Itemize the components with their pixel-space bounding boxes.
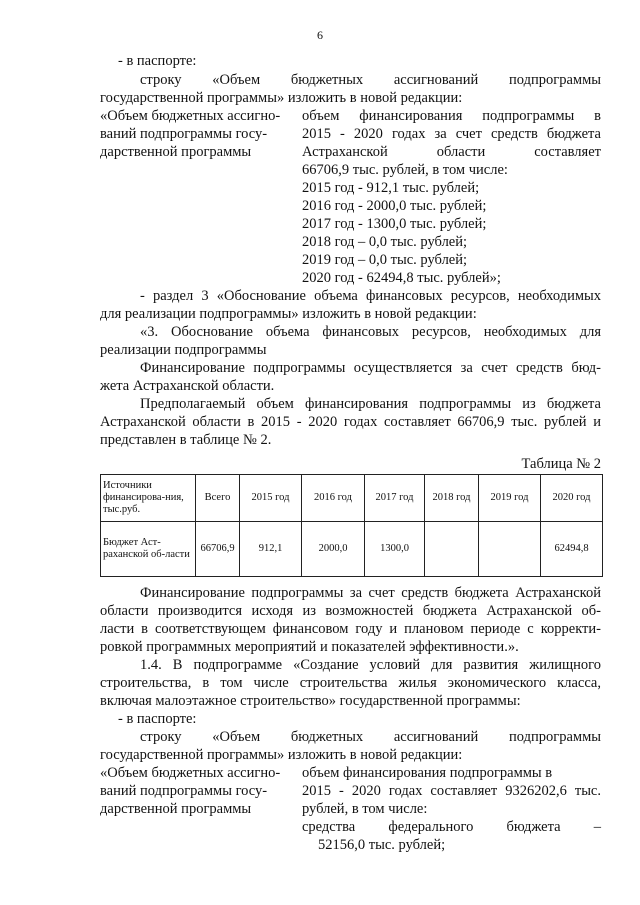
table-cell: 66706,9 — [196, 522, 240, 577]
table-cell: Бюджет Аст-раханской об-ласти — [101, 522, 196, 577]
subprogram-line-3: включая малоэтажное строительство» государственной программы: — [100, 693, 521, 709]
left-col-line-2: ваний подпрограммы госу- — [100, 783, 268, 799]
year-line: 2015 год - 912,1 тыс. рублей; — [302, 180, 480, 196]
left-col-line-1: «Объем бюджетных ассигно- — [100, 765, 281, 781]
table-cell: 62494,8 — [541, 522, 603, 577]
table-row — [101, 522, 603, 577]
table-cell: 1300,0 — [365, 522, 425, 577]
right-col-line-2: 2015 - 2020 годах составляет 9326202,6 тыс. — [302, 783, 601, 799]
table-cell — [425, 522, 479, 577]
row-intro-line-1: строку «Объем бюджетных ассигнований подпрограммы — [140, 72, 601, 88]
paragraph-line: Финансирование подпрограммы осуществляется за счет средств бюд- — [140, 360, 601, 376]
page-number: 6 — [317, 28, 323, 42]
left-col-line-1: «Объем бюджетных ассигно- — [100, 108, 281, 124]
row-intro-line-2: государственной программы» изложить в новой редакции: — [100, 747, 463, 763]
passport-label: - в паспорте: — [118, 53, 197, 69]
left-col-line-3: дарственной программы — [100, 801, 252, 817]
table-caption: Таблица № 2 — [521, 456, 601, 472]
table-cell: 2000,0 — [302, 522, 365, 577]
paragraph-line: жета Астраханской области. — [100, 378, 275, 394]
section3-heading-line-1: «3. Обоснование объема финансовых ресурсов, необходимых для — [140, 324, 601, 340]
table-header-cell: 2015 год — [240, 475, 302, 522]
section3-intro-line-2: для реализации подпрограммы» изложить в новой редакции: — [100, 306, 477, 322]
left-col-line-2: ваний подпрограммы госу- — [100, 126, 268, 142]
row-intro-line-1: строку «Объем бюджетных ассигнований подпрограммы — [140, 729, 601, 745]
table-header-cell: 2016 год — [302, 475, 365, 522]
table-header-cell: Источники финансирова-ния, тыс.руб. — [101, 475, 196, 522]
year-line: 2017 год - 1300,0 тыс. рублей; — [302, 216, 487, 232]
section3-heading-line-2: реализации подпрограммы — [100, 342, 267, 358]
table-header-cell: 2017 год — [365, 475, 425, 522]
total-line: 66706,9 тыс. рублей, в том числе: — [302, 162, 508, 178]
passport-label: - в паспорте: — [118, 711, 197, 727]
year-line: 2019 год – 0,0 тыс. рублей; — [302, 252, 468, 268]
right-col-line-5: 52156,0 тыс. рублей; — [318, 837, 446, 853]
financing-table — [100, 474, 603, 577]
row-intro-line-2: государственной программы» изложить в новой редакции: — [100, 90, 463, 106]
left-col-line-3: дарственной программы — [100, 144, 252, 160]
paragraph-line: ласти в соответствующем финансовом году и плановом периоде с корректи- — [100, 621, 601, 637]
paragraph-line: представлен в таблице № 2. — [100, 432, 272, 448]
table-header-cell: 2018 год — [425, 475, 479, 522]
paragraph-line: Астраханской области в 2015 - 2020 годах составляет 66706,9 тыс. рублей и — [100, 414, 601, 430]
right-col-line-3: рублей, в том числе: — [302, 801, 428, 817]
table-cell: 912,1 — [240, 522, 302, 577]
table-header-row — [101, 475, 603, 522]
table-header-cell: 2019 год — [479, 475, 541, 522]
paragraph-line: Предполагаемый объем финансирования подпрограммы из бюджета — [140, 396, 601, 412]
right-col-line-3: Астраханской области составляет — [302, 144, 601, 160]
table-cell — [479, 522, 541, 577]
year-line: 2020 год - 62494,8 тыс. рублей»; — [302, 270, 501, 286]
table-header-cell: 2020 год — [541, 475, 603, 522]
year-line: 2016 год - 2000,0 тыс. рублей; — [302, 198, 487, 214]
right-col-line-1: объем финансирования подпрограммы в — [302, 765, 553, 781]
table-header-cell: Всего — [196, 475, 240, 522]
paragraph-line: области производится исходя из возможностей бюджета Астраханской об- — [100, 603, 601, 619]
right-col-line-1: объем финансирования подпрограммы в — [302, 108, 601, 124]
paragraph-line: Финансирование подпрограммы за счет средств бюджета Астраханской — [140, 585, 601, 601]
year-line: 2018 год – 0,0 тыс. рублей; — [302, 234, 468, 250]
right-col-line-2: 2015 - 2020 годах за счет средств бюджета — [302, 126, 601, 142]
subprogram-line-1: 1.4. В подпрограмме «Создание условий для развития жилищного — [140, 657, 601, 673]
section3-intro-line-1: - раздел 3 «Обоснование объема финансовых ресурсов, необходимых — [140, 288, 601, 304]
paragraph-line: ровкой программных мероприятий и показателей эффективности.». — [100, 639, 519, 655]
subprogram-line-2: строительства, в том числе строительства жилья экономического класса, — [100, 675, 601, 691]
right-col-line-4: средства федерального бюджета – — [302, 819, 601, 835]
